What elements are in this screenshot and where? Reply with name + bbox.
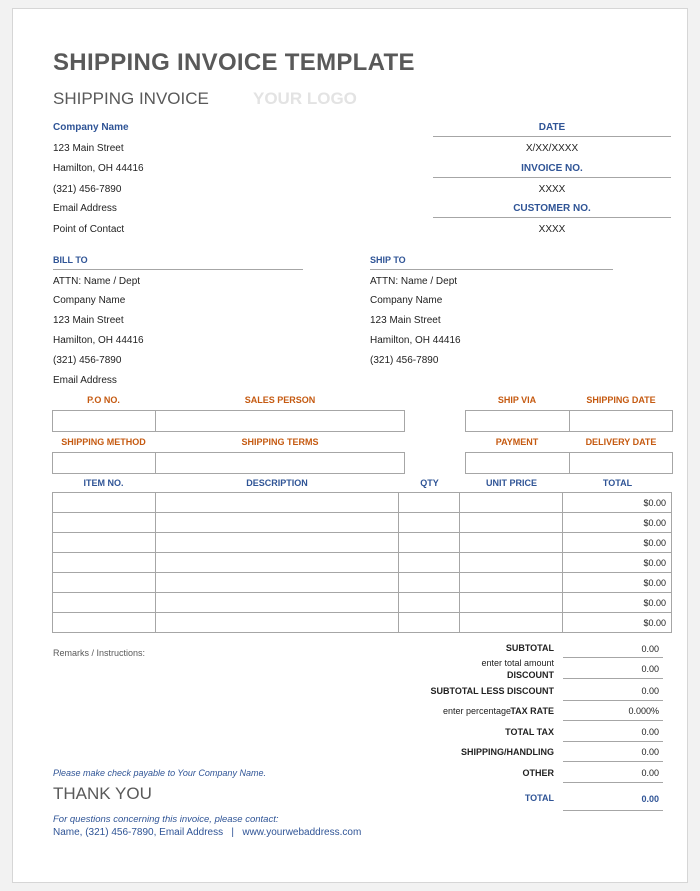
total-cell: $0.00 [563,573,672,593]
total-cell: $0.00 [563,493,672,513]
bill-to-line: Hamilton, OH 44416 [53,335,144,346]
date-value[interactable]: X/XX/XXXX [525,143,579,154]
divider [53,269,303,270]
sales-person-input[interactable] [156,411,404,431]
discount-value[interactable]: 0.00 [563,659,663,679]
total-cell: $0.00 [563,593,672,613]
po-no-input[interactable] [53,411,156,431]
unit-price-cell[interactable] [460,613,563,633]
item-no-cell[interactable] [53,493,156,513]
column-header-total: TOTAL [602,478,633,488]
company-line: Hamilton, OH 44416 [53,163,144,174]
contact-info: Name, (321) 456-7890, Email Address | www.yourwebaddress.com [53,827,362,838]
customer-no-label: CUSTOMER NO. [513,203,591,214]
description-cell[interactable] [155,573,399,593]
divider [370,269,613,270]
bill-to-line: Company Name [53,295,126,306]
table-row [53,553,672,573]
total-cell: $0.00 [563,513,672,533]
shipping-method-label: SHIPPING METHOD [61,437,146,447]
qty-cell[interactable] [399,533,460,553]
payment-input[interactable] [466,453,570,473]
logo-placeholder: YOUR LOGO [253,89,357,108]
shipping-date-label: SHIPPING DATE [586,395,656,405]
shipping-terms-input[interactable] [156,453,404,473]
company-line: (321) 456-7890 [53,184,122,195]
subtotal-less-discount-label: SUBTOTAL LESS DISCOUNT [430,686,554,696]
description-cell[interactable] [155,513,399,533]
total-cell: $0.00 [563,613,672,633]
item-no-cell[interactable] [53,613,156,633]
column-header-description: DESCRIPTION [246,478,308,488]
column-header-unit-price: UNIT PRICE [485,478,537,488]
discount-hint: enter total amount [481,658,554,668]
description-cell[interactable] [155,593,399,613]
unit-price-cell[interactable] [460,533,563,553]
subtotal-value: 0.00 [563,640,663,658]
item-no-cell[interactable] [53,533,156,553]
bill-to-line: ATTN: Name / Dept [53,276,141,287]
bill-to-line: (321) 456-7890 [53,355,122,366]
payment-label: PAYMENT [495,437,539,447]
shipping-handling-label: SHIPPING/HANDLING [460,747,554,757]
subtotal-less-discount-value: 0.00 [563,681,663,701]
shipping-method-input[interactable] [53,453,156,473]
unit-price-cell[interactable] [460,593,563,613]
items-table [52,492,672,633]
customer-no-value[interactable]: XXXX [538,224,566,235]
item-no-cell[interactable] [53,553,156,573]
bill-to-line: 123 Main Street [53,315,124,326]
total-cell: $0.00 [563,553,672,573]
unit-price-cell[interactable] [460,493,563,513]
thank-you: THANK YOU [53,784,152,803]
remarks-label: Remarks / Instructions: [53,648,146,658]
invoice-no-value[interactable]: XXXX [538,184,566,195]
ship-via-label: SHIP VIA [497,395,537,405]
total-value: 0.00 [563,787,663,811]
qty-cell[interactable] [399,593,460,613]
company-line: Point of Contact [53,224,125,235]
divider [433,217,671,218]
tax-hint: enter percentage [442,706,511,716]
item-no-cell[interactable] [53,593,156,613]
delivery-date-label: DELIVERY DATE [585,437,657,447]
qty-cell[interactable] [399,493,460,513]
table-row [53,573,672,593]
qty-cell[interactable] [399,513,460,533]
description-cell[interactable] [155,613,399,633]
ship-via-input[interactable] [466,411,570,431]
ship-to-label: SHIP TO [370,255,406,265]
subtotal-label: SUBTOTAL [505,643,554,653]
tax-rate-label: TAX RATE [510,706,554,716]
description-cell[interactable] [155,493,399,513]
item-no-cell[interactable] [53,513,156,533]
table-row [53,513,672,533]
delivery-date-input[interactable] [570,453,672,473]
po-sales-fields [52,410,405,432]
bill-to-label: BILL TO [53,255,88,265]
table-row [53,593,672,613]
questions-note: For questions concerning this invoice, please contact: [53,814,279,825]
table-row [53,533,672,553]
unit-price-cell[interactable] [460,573,563,593]
total-label: TOTAL [524,793,554,803]
discount-label: DISCOUNT [507,670,554,680]
column-header-item-no: ITEM NO. [83,478,124,488]
table-row [53,613,672,633]
tax-rate-value[interactable]: 0.000% [563,701,663,721]
total-cell: $0.00 [563,533,672,553]
page-title: SHIPPING INVOICE TEMPLATE [53,49,415,76]
divider [433,136,671,137]
bill-to-line: Email Address [53,375,117,386]
description-cell[interactable] [155,553,399,573]
ship-to-line: ATTN: Name / Dept [370,276,458,287]
payment-delivery-fields [465,452,673,474]
ship-via-date-fields [465,410,673,432]
invoice-no-label: INVOICE NO. [521,163,583,174]
qty-cell[interactable] [399,613,460,633]
shipping-handling-value[interactable]: 0.00 [563,742,663,762]
ship-to-line: 123 Main Street [370,315,441,326]
unit-price-cell[interactable] [460,513,563,533]
payable-note: Please make check payable to Your Company Name. [53,768,266,778]
date-label: DATE [538,122,566,133]
company-line: 123 Main Street [53,143,124,154]
ship-to-line: (321) 456-7890 [370,355,439,366]
qty-cell[interactable] [399,553,460,573]
total-tax-label: TOTAL TAX [505,727,554,737]
qty-cell[interactable] [399,573,460,593]
column-header-qty: QTY [420,478,439,488]
divider [433,177,671,178]
invoice-sheet [12,8,688,883]
item-no-cell[interactable] [53,573,156,593]
shipping-date-input[interactable] [570,411,672,431]
method-terms-fields [52,452,405,474]
total-tax-value: 0.00 [563,722,663,742]
invoice-subtitle: SHIPPING INVOICE [53,89,209,108]
company-line: Email Address [53,203,117,214]
description-cell[interactable] [155,533,399,553]
other-label: OTHER [522,768,554,778]
other-value[interactable]: 0.00 [563,763,663,783]
shipping-terms-label: SHIPPING TERMS [241,437,319,447]
unit-price-cell[interactable] [460,553,563,573]
company-name-label: Company Name [53,122,129,133]
sales-person-label: SALES PERSON [244,395,316,405]
table-row [53,493,672,513]
ship-to-line: Company Name [370,295,443,306]
ship-to-line: Hamilton, OH 44416 [370,335,461,346]
po-no-label: P.O NO. [87,395,120,405]
